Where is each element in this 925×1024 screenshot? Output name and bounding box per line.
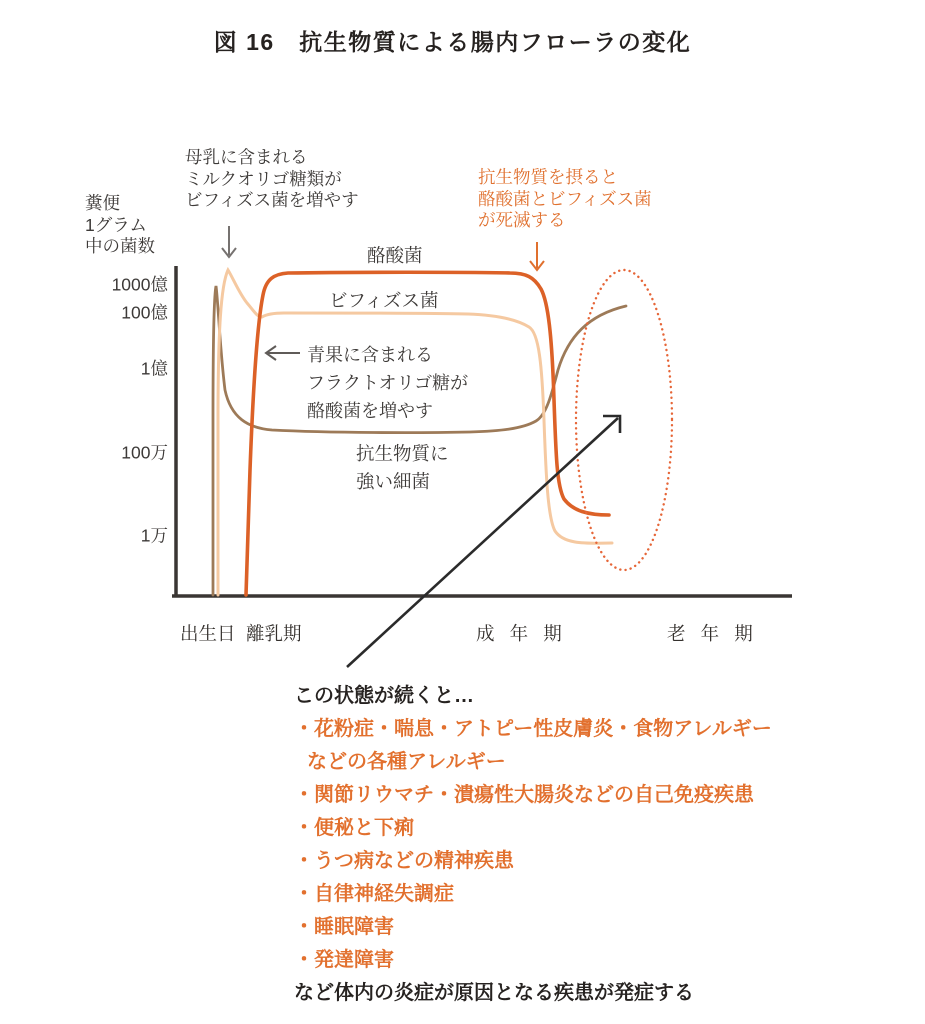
y-tick-100million: 1億 bbox=[140, 358, 168, 379]
consequence-item-constipation-diarrhea: ・便秘と下痢 bbox=[294, 817, 414, 839]
annotation-breast-milk-line2: ミルクオリゴ糖類が bbox=[185, 168, 342, 189]
consequence-item-allergies: ・花粉症・喘息・アトピー性皮膚炎・食物アレルギー bbox=[294, 718, 772, 740]
consequence-item-allergies-cont: などの各種アレルギー bbox=[307, 751, 506, 773]
annotation-breast-milk bbox=[185, 147, 359, 212]
consequence-item-autoimmune: ・関節リウマチ・潰瘍性大腸炎などの自己免疫疾患 bbox=[294, 784, 754, 806]
butyrate-curve-label: 酪酸菌 bbox=[367, 245, 423, 266]
consequence-item-developmental: ・発達障害 bbox=[294, 949, 394, 971]
y-axis-unit-line1: 糞便 bbox=[85, 193, 120, 213]
annotation-fructo-line2: フラクトオリゴ糖が bbox=[307, 373, 469, 393]
annotation-antibiotics bbox=[478, 167, 652, 232]
y-axis-unit-line2: 1グラム bbox=[85, 214, 148, 235]
x-label-old-age: 老 年 期 bbox=[667, 623, 753, 644]
bifidus-curve-label: ビフィズス菌 bbox=[329, 290, 439, 311]
y-tick-1million: 100万 bbox=[121, 442, 168, 463]
x-label-adulthood: 成 年 期 bbox=[476, 623, 562, 644]
annotation-fructo-line1: 青果に含まれる bbox=[307, 345, 433, 365]
figure-title: 図 16 抗生物質による腸内フローラの変化 bbox=[213, 29, 692, 55]
annotation-fructo bbox=[307, 341, 468, 425]
annotation-breast-milk-line1: 母乳に含まれる bbox=[185, 147, 308, 167]
y-axis-unit-label bbox=[85, 193, 155, 258]
resistant-curve-label-line1: 抗生物質に bbox=[356, 443, 449, 464]
x-label-weaning: 離乳期 bbox=[246, 623, 302, 644]
y-axis-unit-line3: 中の菌数 bbox=[85, 236, 155, 256]
y-tick-100billion: 1000億 bbox=[111, 274, 168, 295]
consequence-item-autonomic: ・自律神経失調症 bbox=[294, 883, 454, 905]
consequences-heading: この状態が続くと… bbox=[294, 685, 474, 707]
resistant-curve-label bbox=[356, 440, 449, 496]
annotation-breast-milk-line3: ビフィズス菌を増やす bbox=[185, 190, 359, 210]
y-tick-10thousand: 1万 bbox=[140, 525, 168, 546]
annotation-antibiotics-line2: 酪酸菌とビフィズス菌 bbox=[478, 188, 652, 209]
y-tick-10billion: 100億 bbox=[121, 302, 168, 323]
x-label-birth: 出生日 bbox=[180, 623, 236, 644]
highlight-ellipse bbox=[576, 270, 672, 570]
annotation-antibiotics-line3: が死滅する bbox=[478, 210, 566, 230]
consequences-block bbox=[294, 680, 772, 1010]
annotation-fructo-line3: 酪酸菌を増やす bbox=[307, 401, 433, 421]
annotation-antibiotics-line1: 抗生物質を摂ると bbox=[478, 167, 618, 187]
consequence-item-sleep: ・睡眠障害 bbox=[294, 916, 394, 938]
consequence-item-depression: ・うつ病などの精神疾患 bbox=[294, 850, 514, 872]
resistant-curve-label-line2: 強い細菌 bbox=[356, 471, 431, 492]
consequences-footer: など体内の炎症が原因となる疾患が発症する bbox=[294, 982, 694, 1004]
